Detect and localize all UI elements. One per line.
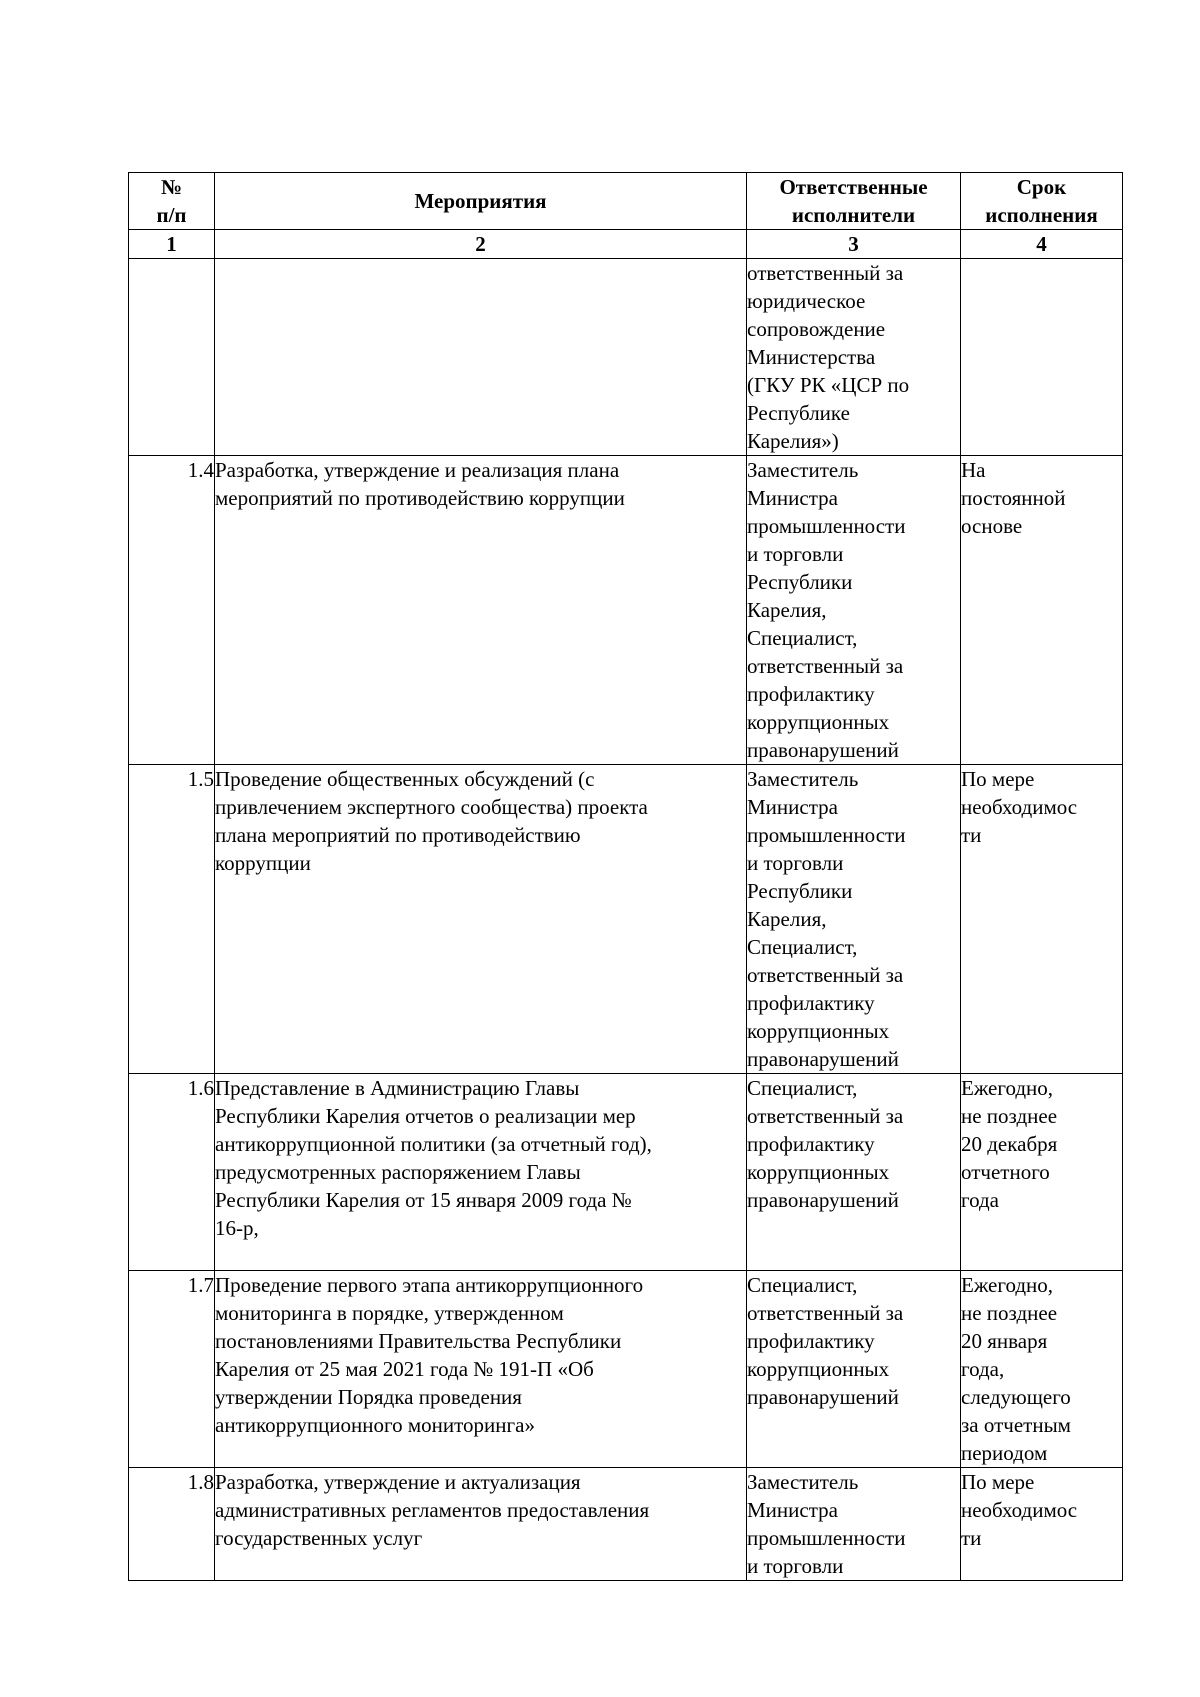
cell-term	[961, 1271, 1123, 1468]
cell-term	[961, 1074, 1123, 1271]
anticorruption-plan-table	[128, 172, 1123, 1581]
cell-responsible	[747, 1271, 961, 1468]
text-line: промышленности	[747, 514, 906, 538]
text-line: (ГКУ РК «ЦСР по	[747, 373, 910, 397]
text-line: и торговли	[747, 542, 844, 566]
column-number: 2	[215, 230, 747, 259]
text-line: ответственный за	[747, 1301, 904, 1325]
text-line: следующего	[961, 1385, 1071, 1409]
cell-event	[215, 1468, 747, 1581]
text-line: сопровождение	[747, 317, 886, 341]
text-line: года	[961, 1188, 999, 1212]
text-line: промышленности	[747, 823, 906, 847]
text-line: ти	[961, 823, 982, 847]
text-line: не позднее	[961, 1301, 1058, 1325]
text-line: Республике	[747, 401, 850, 425]
text-line: коррупционных	[747, 1357, 890, 1381]
text-line: административных регламентов предоставления	[215, 1498, 650, 1522]
text-line: Карелия от 25 мая 2021 года № 191-П «Об	[215, 1357, 594, 1381]
text-line: Республики Карелия от 15 января 2009 года №	[215, 1188, 632, 1212]
text-line: и торговли	[747, 851, 844, 875]
cell-responsible	[747, 1074, 961, 1271]
text-line: Ежегодно,	[961, 1273, 1054, 1297]
table-row	[129, 1074, 1123, 1271]
header-event: Мероприятия	[215, 173, 747, 230]
text-line: Специалист,	[747, 626, 858, 650]
cell-responsible	[747, 456, 961, 765]
text-line: необходимос	[961, 1498, 1078, 1522]
text-line: ответственный за	[747, 1104, 904, 1128]
cell-responsible	[747, 765, 961, 1074]
text-line: мониторинга в порядке, утвержденном	[215, 1301, 564, 1325]
text-line: Карелия»)	[747, 429, 839, 453]
text-line: антикоррупционной политики (за отчетный год),	[215, 1132, 652, 1156]
text-line: исполнители	[791, 203, 916, 227]
text-line: профилактику	[747, 1329, 875, 1353]
header-responsible	[747, 173, 961, 230]
text-line: Карелия,	[747, 907, 827, 931]
text-line: постановлениями Правительства Республики	[215, 1329, 622, 1353]
text-line: ответственный за	[747, 963, 904, 987]
text-line: 16-р,	[215, 1216, 259, 1240]
cell-event	[215, 456, 747, 765]
text-line: Специалист,	[747, 1076, 858, 1100]
text-line: утверждении Порядка проведения	[215, 1385, 522, 1409]
text-line: Республики	[747, 879, 853, 903]
cell-no: 1.4	[129, 456, 215, 765]
text-line: 20 января	[961, 1329, 1048, 1353]
text-line: Министра	[747, 1498, 838, 1522]
text-line: Министра	[747, 795, 838, 819]
text-line: Разработка, утверждение и актуализация	[215, 1470, 581, 1494]
text-line: Заместитель	[747, 1470, 859, 1494]
text-line: По мере	[961, 1470, 1035, 1494]
text-line: ти	[961, 1526, 982, 1550]
cell-no: 1.6	[129, 1074, 215, 1271]
cell-event	[215, 1271, 747, 1468]
text-line: ответственный за	[747, 654, 904, 678]
column-number: 3	[747, 230, 961, 259]
cell-term	[961, 765, 1123, 1074]
table-row	[129, 765, 1123, 1074]
text-line: Ежегодно,	[961, 1076, 1054, 1100]
text-line: исполнения	[985, 203, 1098, 227]
text-line: Республики	[747, 570, 853, 594]
text-line: мероприятий по противодействию коррупции	[215, 486, 625, 510]
cell-responsible	[747, 259, 961, 456]
column-number: 4	[961, 230, 1123, 259]
header-row	[129, 173, 1123, 230]
text-line: правонарушений	[747, 1188, 899, 1212]
text-line: Специалист,	[747, 1273, 858, 1297]
text-line: Ответственные	[779, 175, 928, 199]
text-line: не позднее	[961, 1104, 1058, 1128]
table-row	[129, 1468, 1123, 1581]
text-line: правонарушений	[747, 738, 899, 762]
header-no	[129, 173, 215, 230]
text-line: периодом	[961, 1441, 1048, 1465]
cell-event	[215, 1074, 747, 1271]
cell-event	[215, 765, 747, 1074]
text-line: за отчетным	[961, 1413, 1071, 1437]
text-line: Разработка, утверждение и реализация плана	[215, 458, 620, 482]
text-line: и торговли	[747, 1554, 844, 1578]
text-line: Срок	[1016, 175, 1067, 199]
text-line: постоянной	[961, 486, 1066, 510]
cell-event	[215, 259, 747, 456]
cell-term	[961, 1468, 1123, 1581]
text-line: п/п	[156, 203, 187, 227]
text-line: плана мероприятий по противодействию	[215, 823, 581, 847]
header-term	[961, 173, 1123, 230]
cell-no: 1.7	[129, 1271, 215, 1468]
text-line: коррупционных	[747, 1160, 890, 1184]
text-line: По мере	[961, 767, 1035, 791]
text-line: юридическое	[747, 289, 866, 313]
text-line: года,	[961, 1357, 1005, 1381]
text-line: коррупции	[215, 851, 311, 875]
text-line: коррупционных	[747, 1019, 890, 1043]
text-line: профилактику	[747, 682, 875, 706]
text-line: 20 декабря	[961, 1132, 1058, 1156]
text-line: Специалист,	[747, 935, 858, 959]
text-line: отчетного	[961, 1160, 1050, 1184]
cell-no: 1.5	[129, 765, 215, 1074]
cell-term	[961, 456, 1123, 765]
text-line: ответственный за	[747, 261, 904, 285]
cell-no: 1.8	[129, 1468, 215, 1581]
column-number: 1	[129, 230, 215, 259]
text-line: антикоррупционного мониторинга»	[215, 1413, 535, 1437]
text-line: Представление в Администрацию Главы	[215, 1076, 580, 1100]
cell-responsible	[747, 1468, 961, 1581]
table-row	[129, 456, 1123, 765]
text-line: необходимос	[961, 795, 1078, 819]
text-line: Министра	[747, 486, 838, 510]
text-line: Проведение общественных обсуждений (с	[215, 767, 595, 791]
text-line: основе	[961, 514, 1023, 538]
cell-term	[961, 259, 1123, 456]
text-line: промышленности	[747, 1526, 906, 1550]
text-line: На	[961, 458, 986, 482]
text-line: профилактику	[747, 1132, 875, 1156]
text-line: профилактику	[747, 991, 875, 1015]
text-line: Проведение первого этапа антикоррупционного	[215, 1273, 644, 1297]
text-line: коррупционных	[747, 710, 890, 734]
text-line: Заместитель	[747, 458, 859, 482]
text-line: Карелия,	[747, 598, 827, 622]
table-row	[129, 1271, 1123, 1468]
text-line: правонарушений	[747, 1385, 899, 1409]
text-line: привлечением экспертного сообщества) проекта	[215, 795, 648, 819]
text-line: Заместитель	[747, 767, 859, 791]
cell-no	[129, 259, 215, 456]
text-line: государственных услуг	[215, 1526, 423, 1550]
continuation-row	[129, 259, 1123, 456]
column-number-row	[129, 230, 1123, 259]
text-line: правонарушений	[747, 1047, 899, 1071]
text-line: Министерства	[747, 345, 876, 369]
text-line: предусмотренных распоряжением Главы	[215, 1160, 581, 1184]
text-line: №	[160, 175, 183, 199]
text-line: Республики Карелия отчетов о реализации мер	[215, 1104, 636, 1128]
